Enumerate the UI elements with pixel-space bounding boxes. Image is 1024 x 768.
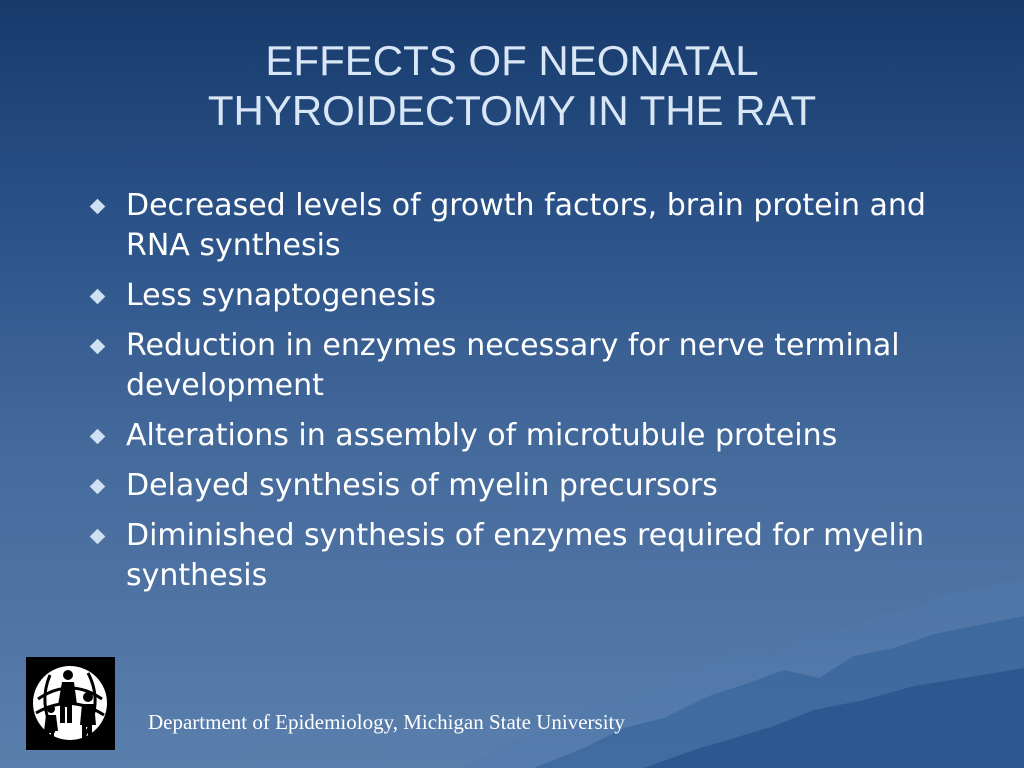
footer-text: Department of Epidemiology, Michigan State University (148, 710, 625, 734)
slide-title-line: EFFECTS OF NEONATAL (265, 37, 759, 84)
diamond-bullet-icon (90, 479, 106, 495)
bullet-text: Diminished synthesis of enzymes required for myelin synthesis (126, 518, 925, 593)
bullet-text: Decreased levels of growth factors, brain protein and RNA synthesis (126, 188, 926, 263)
bullet-item (86, 516, 936, 596)
slide-title (0, 36, 1024, 136)
bullet-list (86, 186, 936, 606)
bullet-text: Delayed synthesis of myelin precursors (126, 468, 718, 503)
diamond-bullet-icon (90, 529, 106, 545)
bullet-item (86, 186, 936, 266)
mountain-background-graphic (464, 578, 1024, 768)
diamond-bullet-icon (90, 199, 106, 215)
bullet-item (86, 326, 936, 406)
diamond-bullet-icon (90, 289, 106, 305)
bullet-text: Less synaptogenesis (126, 278, 436, 313)
bullet-item (86, 466, 936, 506)
logo-graphic (26, 657, 115, 750)
diamond-bullet-icon (90, 429, 106, 445)
bullet-text: Reduction in enzymes necessary for nerve terminal development (126, 328, 900, 403)
family-globe-logo-icon (26, 657, 115, 750)
bullet-item (86, 416, 936, 456)
bullet-text: Alterations in assembly of microtubule proteins (126, 418, 838, 453)
bullet-item (86, 276, 936, 316)
diamond-bullet-icon (90, 339, 106, 355)
slide-title-line: THYROIDECTOMY IN THE RAT (207, 87, 817, 134)
